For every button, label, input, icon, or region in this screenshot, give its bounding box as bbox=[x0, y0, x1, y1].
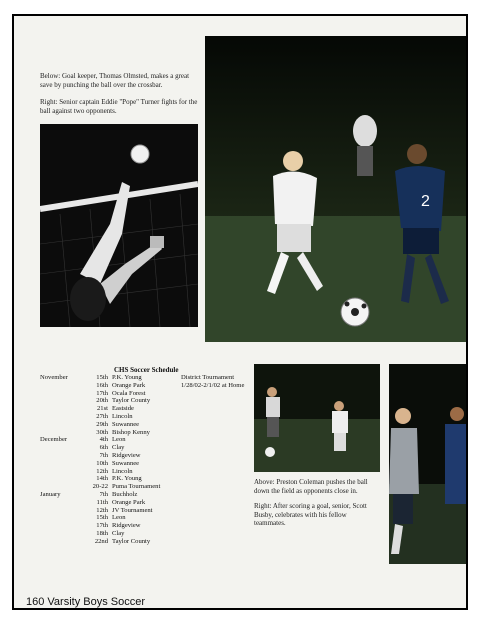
celebration-illustration bbox=[389, 364, 468, 564]
schedule-row bbox=[40, 475, 160, 483]
caption-senior-captain: Right: Senior captain Eddie "Pope" Turner fights for the ball against two opponents. bbox=[40, 98, 198, 115]
schedule-opponent: Taylor County bbox=[112, 537, 151, 545]
soccer-action-illustration bbox=[205, 36, 468, 342]
schedule-row bbox=[40, 460, 160, 468]
schedule-opponent: Clay bbox=[112, 444, 125, 452]
district-dates: 1/28/02-2/1/02 at Home bbox=[181, 381, 245, 389]
schedule-month bbox=[40, 413, 80, 421]
schedule-opponent: Leon bbox=[112, 514, 126, 522]
goalkeeper-photo bbox=[40, 124, 198, 327]
schedule-row bbox=[40, 429, 160, 437]
schedule-day: 4th bbox=[99, 436, 108, 444]
preston-coleman-photo bbox=[254, 364, 380, 472]
schedule-month bbox=[40, 468, 80, 476]
schedule-day: 30th bbox=[96, 428, 108, 436]
scott-busby-photo bbox=[389, 364, 468, 564]
schedule-opponent: Leon bbox=[112, 436, 126, 444]
schedule-day: 16th bbox=[96, 381, 108, 389]
page-footer: 160 Varsity Boys Soccer bbox=[26, 596, 146, 608]
schedule-row bbox=[40, 374, 160, 382]
schedule-opponent: Lincoln bbox=[112, 412, 133, 420]
schedule-row bbox=[40, 452, 160, 460]
schedule-opponent: Taylor County bbox=[112, 397, 151, 405]
schedule-day: 20-22 bbox=[92, 483, 108, 491]
schedule-opponent: Ridgeview bbox=[112, 522, 141, 530]
goalkeeper-illustration bbox=[40, 124, 198, 327]
schedule-month: December bbox=[40, 436, 68, 444]
schedule-opponent: Suwannee bbox=[112, 459, 140, 467]
schedule-day: 18th bbox=[96, 529, 108, 537]
schedule-day: 7th bbox=[99, 451, 108, 459]
schedule-row bbox=[40, 499, 160, 507]
schedule-opponent: Suwannee bbox=[112, 420, 140, 428]
schedule-day: 17th bbox=[96, 522, 108, 530]
schedule-opponent: Bishop Kenny bbox=[112, 428, 150, 436]
schedule-row bbox=[40, 413, 160, 421]
schedule-opponent: Puma Tournament bbox=[112, 483, 161, 491]
schedule-row bbox=[40, 382, 160, 390]
schedule-day: 7th bbox=[99, 490, 108, 498]
schedule-opponent: Clay bbox=[112, 529, 125, 537]
yearbook-page bbox=[12, 14, 468, 610]
schedule-opponent: Orange Park bbox=[112, 498, 146, 506]
schedule-row bbox=[40, 538, 160, 546]
schedule-month: November bbox=[40, 374, 68, 381]
schedule-month bbox=[40, 390, 80, 398]
schedule-day: 14th bbox=[96, 475, 108, 483]
schedule-month bbox=[40, 444, 80, 452]
schedule-opponent: P.K. Young bbox=[112, 374, 142, 381]
schedule-title: CHS Soccer Schedule bbox=[114, 366, 179, 374]
schedule-day: 11th bbox=[96, 498, 108, 506]
schedule-table bbox=[40, 374, 160, 546]
schedule-day: 17th bbox=[96, 389, 108, 397]
senior-captain-photo bbox=[205, 36, 468, 342]
schedule-opponent: JV Tournament bbox=[112, 506, 153, 514]
schedule-day: 15th bbox=[96, 374, 108, 381]
schedule-row bbox=[40, 507, 160, 515]
schedule-day: 21st bbox=[97, 405, 108, 413]
schedule-row bbox=[40, 468, 160, 476]
schedule-day: 22nd bbox=[94, 537, 108, 545]
dribble-illustration bbox=[254, 364, 380, 472]
schedule-month bbox=[40, 483, 80, 491]
schedule-opponent: Buchholz bbox=[112, 490, 138, 498]
schedule-opponent: Ocala Forest bbox=[112, 389, 146, 397]
schedule-month bbox=[40, 460, 80, 468]
schedule-day: 12th bbox=[96, 467, 108, 475]
schedule-opponent: Lincoln bbox=[112, 467, 133, 475]
caption-scott-busby: Right: After scoring a goal, senior, Scott Busby, celebrates with his fellow teammates. bbox=[254, 502, 367, 527]
schedule-month bbox=[40, 429, 80, 437]
schedule-month: January bbox=[40, 490, 61, 498]
schedule-opponent: Orange Park bbox=[112, 381, 146, 389]
schedule-opponent: Eastside bbox=[112, 405, 134, 413]
schedule-day: 6th bbox=[99, 444, 108, 452]
caption-goalkeeper: Below: Goal keeper, Thomas Olmsted, makes a great save by punching the ball over the crossbar. bbox=[40, 72, 190, 89]
schedule-month bbox=[40, 530, 80, 538]
schedule-month bbox=[40, 421, 80, 429]
schedule-month bbox=[40, 382, 80, 390]
schedule-row bbox=[40, 436, 160, 444]
schedule-row bbox=[40, 390, 160, 398]
schedule-day: 10th bbox=[96, 459, 108, 467]
caption-preston-coleman: Above: Preston Coleman pushes the ball down the field as opponents close in. bbox=[254, 478, 368, 495]
schedule-month bbox=[40, 452, 80, 460]
district-title: District Tournament bbox=[181, 374, 235, 381]
schedule-month bbox=[40, 522, 80, 530]
schedule-month bbox=[40, 538, 80, 546]
schedule-row bbox=[40, 397, 160, 405]
schedule-row bbox=[40, 530, 160, 538]
schedule-opponent: Ridgeview bbox=[112, 451, 141, 459]
schedule-day: 29th bbox=[96, 420, 108, 428]
schedule-month bbox=[40, 397, 80, 405]
schedule-month bbox=[40, 405, 80, 413]
schedule-month bbox=[40, 499, 80, 507]
schedule-day: 20th bbox=[96, 397, 108, 405]
player-number-text: 2 bbox=[421, 193, 430, 210]
schedule-month bbox=[40, 507, 80, 515]
schedule-row bbox=[40, 421, 160, 429]
schedule-row bbox=[40, 522, 160, 530]
schedule-day: 12th bbox=[96, 506, 108, 514]
schedule-day: 15th bbox=[96, 514, 108, 522]
schedule-row bbox=[40, 405, 160, 413]
district-tournament bbox=[181, 374, 244, 390]
schedule-day: 27th bbox=[96, 412, 108, 420]
schedule-month bbox=[40, 475, 80, 483]
schedule-row bbox=[40, 483, 160, 491]
schedule-month bbox=[40, 514, 80, 522]
schedule-opponent: P.K. Young bbox=[112, 475, 142, 483]
schedule-row bbox=[40, 514, 160, 522]
schedule-row bbox=[40, 444, 160, 452]
schedule-row bbox=[40, 491, 160, 499]
